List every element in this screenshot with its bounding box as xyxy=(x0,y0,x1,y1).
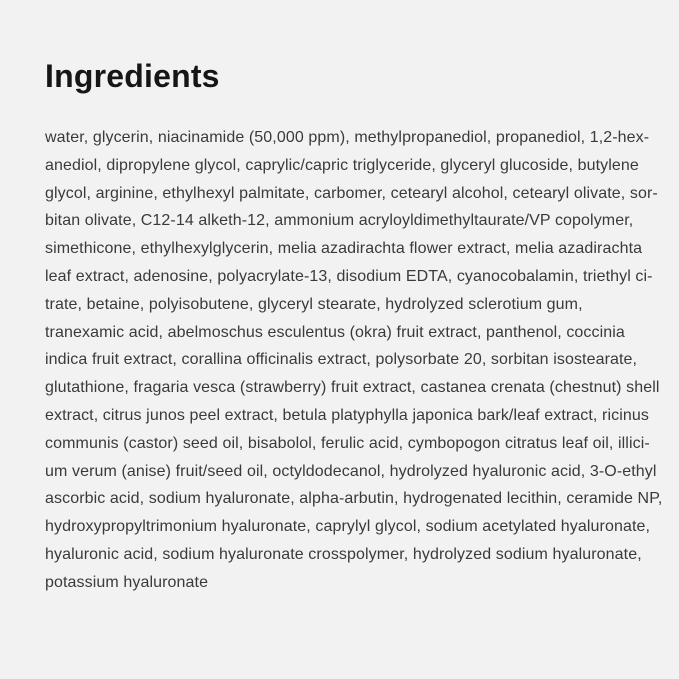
ingredients-line-13: um verum (anise) fruit/seed oil, octyldodecanol, hydrolyzed hyaluronic acid, 3-O-ethyl xyxy=(45,462,657,480)
ingredients-line-2: anediol, dipropylene glycol, caprylic/capric triglyceride, glyceryl glucoside, butylene xyxy=(45,156,639,174)
ingredients-line-17: potassium hyaluronate xyxy=(45,573,209,591)
section-title: Ingredients xyxy=(45,58,220,94)
ingredients-line-14: ascorbic acid, sodium hyaluronate, alpha-arbutin, hydrogenated lecithin, ceramide NP, xyxy=(45,490,663,508)
ingredients-line-8: tranexamic acid, abelmoschus esculentus (okra) fruit extract, panthenol, coccinia xyxy=(45,323,625,341)
ingredients-line-9: indica fruit extract, corallina officinalis extract, polysorbate 20, sorbitan isostearate, xyxy=(45,351,638,369)
ingredients-line-4: bitan olivate, C12-14 alketh-12, ammonium acryloyldimethyltaurate/VP copolymer, xyxy=(45,212,634,230)
ingredients-line-5: simethicone, ethylhexylglycerin, melia azadirachta flower extract, melia azadirachta xyxy=(45,240,643,258)
ingredients-line-15: hydroxypropyltrimonium hyaluronate, caprylyl glycol, sodium acetylated hyaluronate, xyxy=(45,518,651,536)
ingredients-line-3: glycol, arginine, ethylhexyl palmitate, carbomer, cetearyl alcohol, cetearyl olivate, sor- xyxy=(45,184,658,202)
ingredients-line-7: trate, betaine, polyisobutene, glyceryl stearate, hydrolyzed sclerotium gum, xyxy=(45,295,583,313)
ingredients-line-11: extract, citrus junos peel extract, betula platyphylla japonica bark/leaf extract, ricinus xyxy=(45,406,649,424)
ingredients-line-12: communis (castor) seed oil, bisabolol, ferulic acid, cymbopogon citratus leaf oil, illici- xyxy=(45,434,650,452)
ingredients-line-16: hyaluronic acid, sodium hyaluronate crosspolymer, hydrolyzed sodium hyaluronate, xyxy=(45,545,642,563)
ingredients-line-6: leaf extract, adenosine, polyacrylate-13, disodium EDTA, cyanocobalamin, triethyl ci- xyxy=(45,267,653,285)
ingredients-line-10: glutathione, fragaria vesca (strawberry) fruit extract, castanea crenata (chestnut) shell xyxy=(45,379,660,397)
ingredients-line-1: water, glycerin, niacinamide (50,000 ppm), methylpropanediol, propanediol, 1,2-hex- xyxy=(45,129,650,146)
ingredients-text xyxy=(45,124,663,597)
